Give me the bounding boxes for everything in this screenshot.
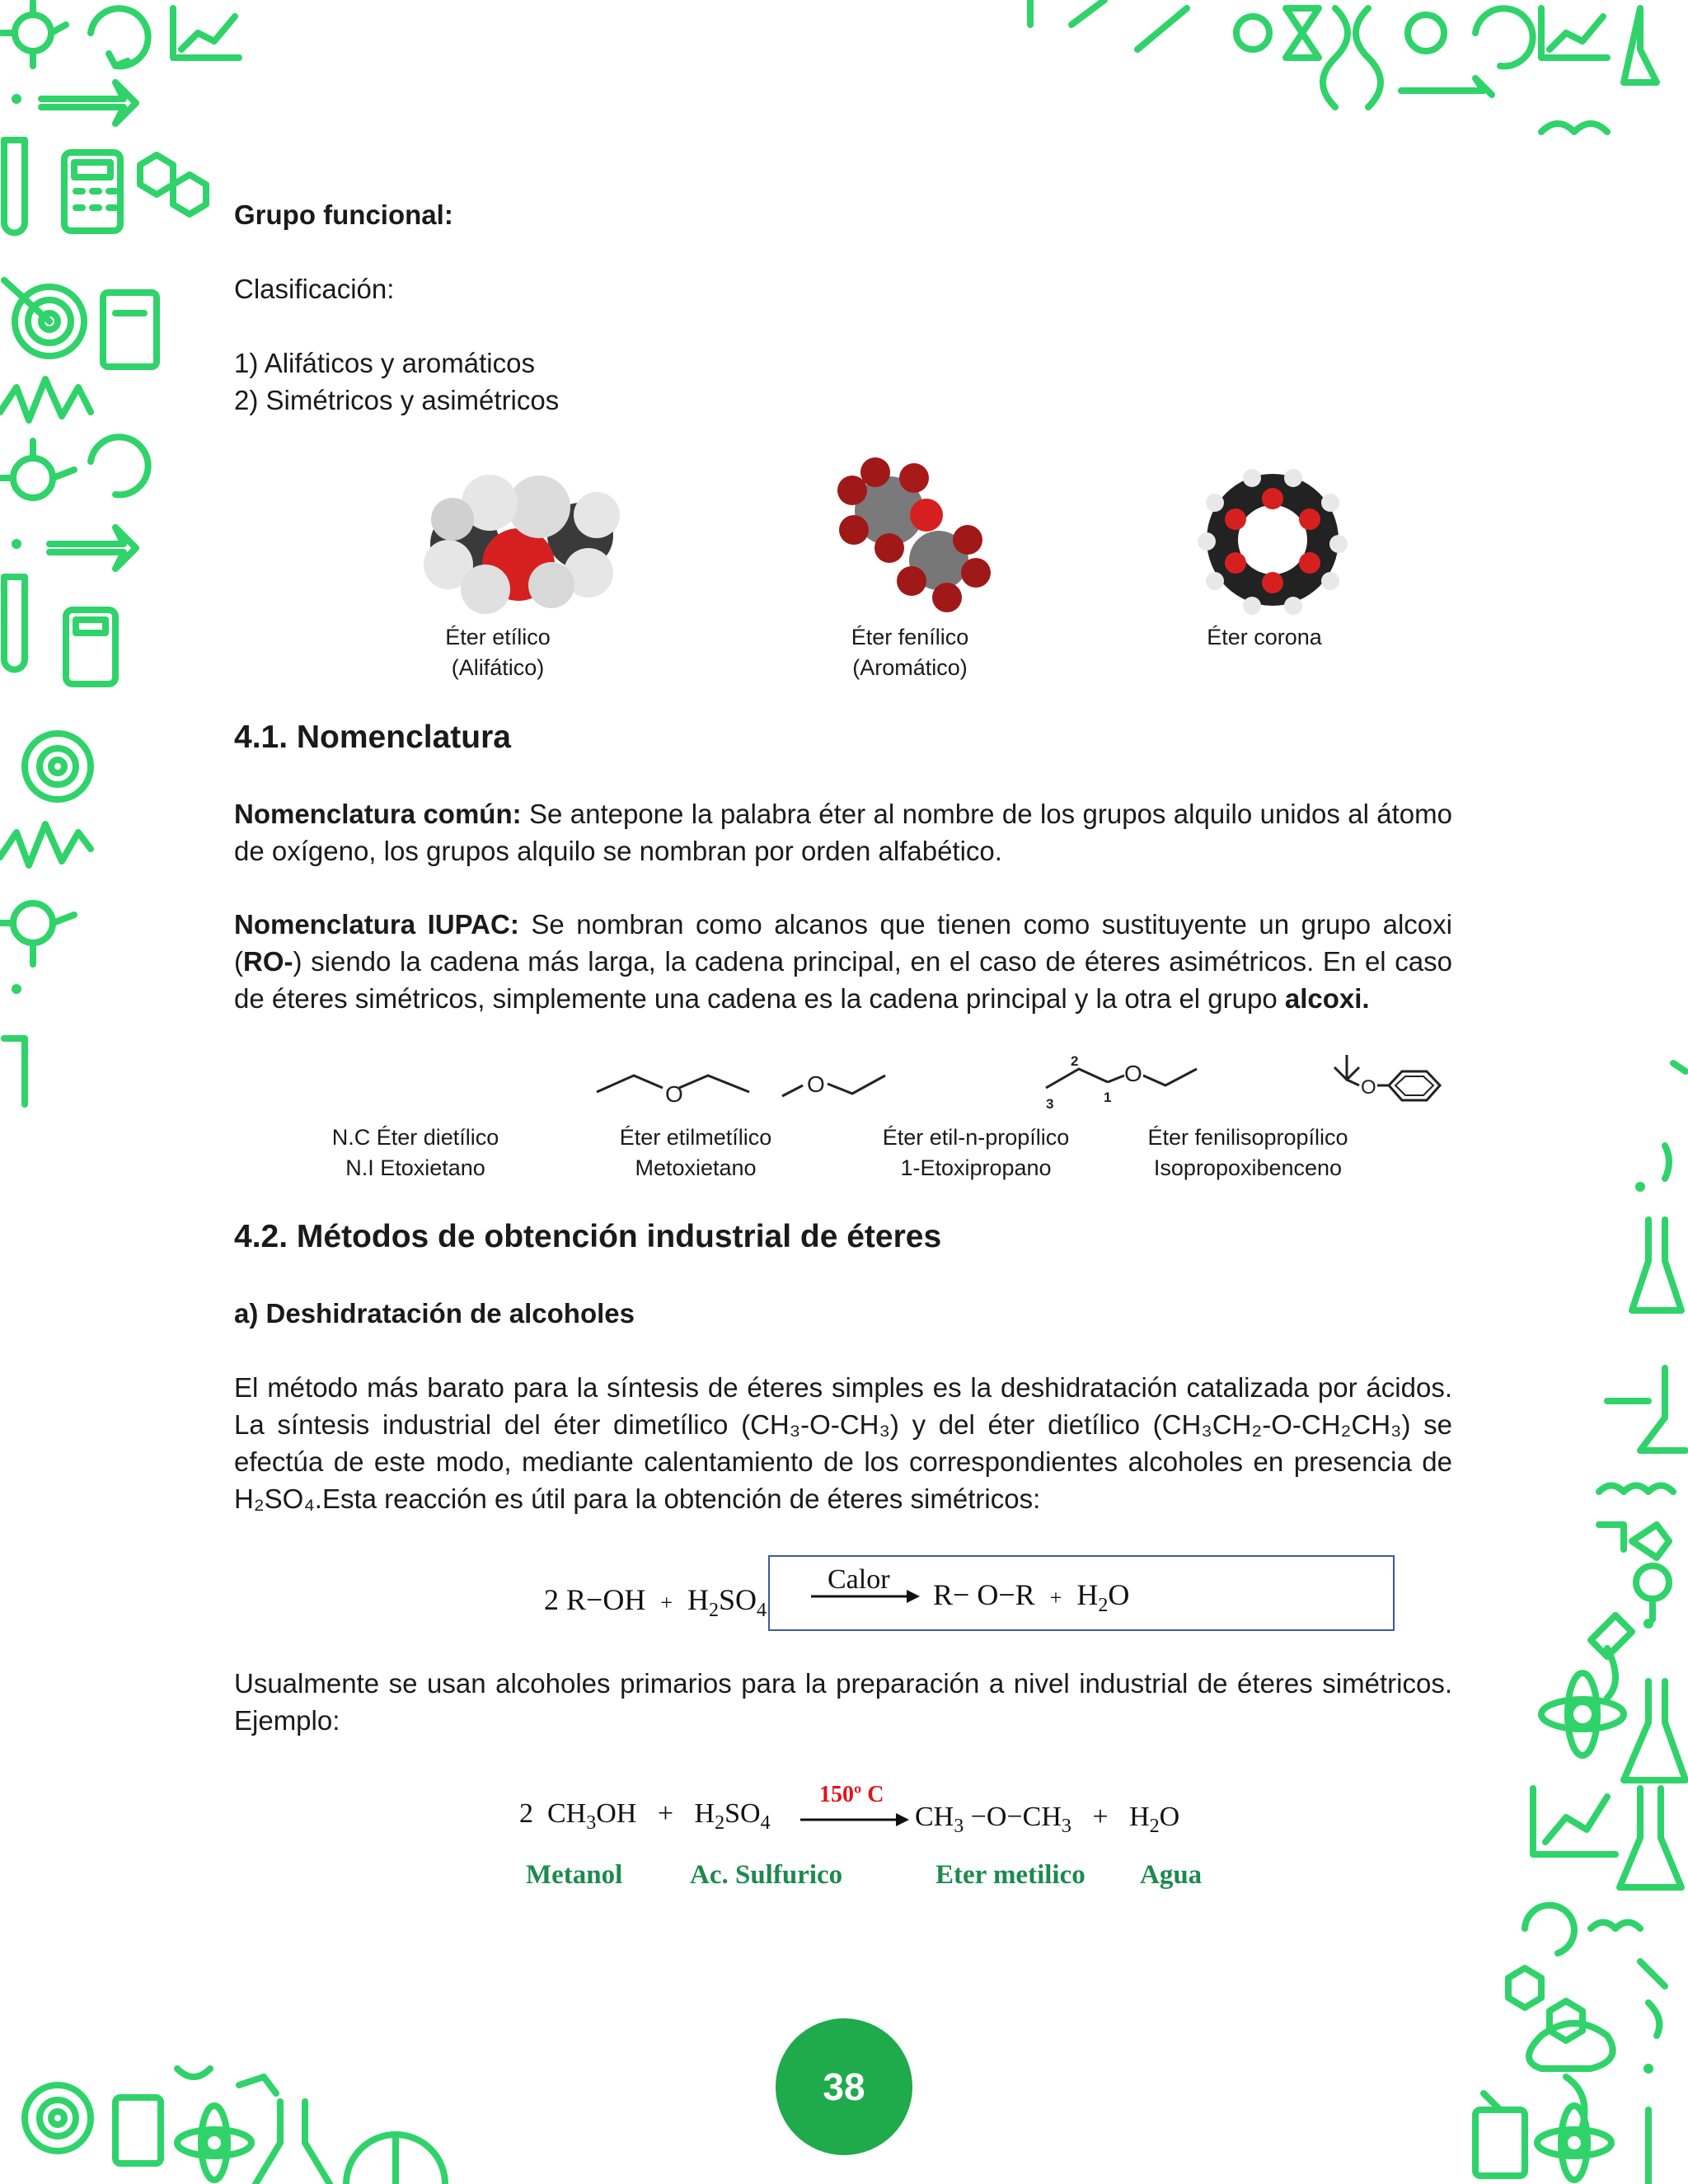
classification-item-2: 2) Simétricos y asimétricos — [234, 385, 560, 415]
target-icon-2 — [25, 733, 91, 799]
oxygen-label-1: O — [665, 1081, 683, 1107]
skeletal-structures — [362, 1051, 1598, 1125]
equation-2-left: 2 $CH_3OH$ + $H_2SO_4$ — [519, 1798, 771, 1834]
common-nomenclature-paragraph — [234, 795, 1452, 869]
label-sulfuric-acid: Ac. Sulfurico — [690, 1860, 843, 1890]
equation-2-right: $CH_3 -O-CH_3$ + $H_2O$ — [915, 1802, 1180, 1837]
oxygen-label-2: O — [807, 1071, 825, 1097]
crown-ether-model — [1194, 466, 1351, 618]
carbon-number-3: 3 — [1046, 1096, 1054, 1112]
molecule-caption-3 — [1174, 622, 1355, 653]
structure-3-iupac-name: 1-Etoxipropano — [900, 1155, 1052, 1180]
right-doodle-strip — [1475, 1063, 1686, 2184]
hexagon-doodle-icon — [140, 155, 206, 214]
molecule-2-name: Éter fenílico — [851, 625, 969, 649]
equation-1-left: 2 $R-OH + H_2SO_4$ — [544, 1583, 767, 1622]
book-icon — [103, 293, 157, 367]
calculator-icon — [64, 152, 120, 231]
diethyl-ether-model — [424, 466, 621, 618]
dehydration-paragraph: El método más barato para la síntesis de éteres simples es la deshidratación catalizada por ácidos. La síntesis industrial del éter dimetílico (CH₃-O-CH₃) y del éter dietílico (CH₃CH₂-O-CH₂CH₃) se efectúa de este modo, mediante calentamiento de los correspondientes alcoholes en presencia de H₂SO₄.Esta reacción es útil para la obtención de éteres simétricos: — [234, 1372, 1452, 1514]
arrow-doodle-icon-2 — [49, 527, 136, 569]
iupac-alcoxi: alcoxi. — [1284, 983, 1370, 1014]
label-methyl-ether: Eter metilico — [935, 1860, 1085, 1890]
structure-caption-1 — [316, 1122, 514, 1183]
equation-2-arrow — [799, 1810, 914, 1830]
structure-caption-3 — [869, 1122, 1083, 1183]
structure-3-common-name: Éter etil-n-propílico — [882, 1125, 1070, 1150]
equation-2-condition: 150º C — [819, 1782, 884, 1807]
carbon-number-1: 1 — [1104, 1090, 1112, 1105]
molecule-3-name: Éter corona — [1207, 625, 1322, 649]
iupac-nomenclature-paragraph — [234, 906, 1452, 1017]
calculator-icon-2 — [66, 610, 115, 684]
chart-doodle-icon — [173, 8, 239, 58]
test-tube-icon — [4, 140, 25, 232]
nomenclature-heading: 4.1. Nomenclatura — [234, 719, 511, 755]
classification-label: Clasificación: — [234, 274, 395, 304]
wave-doodle-icon-2 — [0, 824, 91, 865]
iupac-nomenclature-label: Nomenclatura IUPAC: — [234, 909, 519, 940]
target-icon — [4, 280, 84, 356]
oxygen-label-4: O — [1361, 1076, 1376, 1099]
bottom-doodle-strip — [25, 2069, 445, 2184]
label-methanol: Metanol — [526, 1860, 623, 1890]
subheading-dehydration: a) Deshidratación de alcoholes — [234, 1298, 635, 1329]
structure-2-common-name: Éter etilmetílico — [619, 1125, 772, 1150]
common-nomenclature-label: Nomenclatura común: — [234, 799, 522, 829]
molecule-1-type: (Alifático) — [451, 655, 545, 680]
structure-4-iupac-name: Isopropoxibenceno — [1153, 1155, 1343, 1180]
molecule-doodle-icon — [2, 2, 66, 66]
molecule-2-type: (Aromático) — [852, 655, 968, 680]
page-number: 38 — [823, 2065, 865, 2108]
ethylmethyl-ether-skeleton — [782, 1085, 803, 1096]
structure-caption-4 — [1137, 1122, 1359, 1183]
common-nomenclature-text: Se antepone la palabra éter al nombre de los grupos alquilo unidos al átomo de oxígeno, los grupos alquilo se nombran por orden alfabético. — [234, 799, 1452, 866]
molecule-caption-1 — [415, 622, 580, 683]
ethyl-propyl-ether-skeleton — [1046, 1069, 1108, 1088]
classification-item-1: 1) Alifáticos y aromáticos — [234, 348, 535, 378]
structure-1-common-name: N.C Éter dietílico — [331, 1125, 499, 1150]
iupac-text-1: Se nombran como alcanos que tienen como sustituyente un grupo alcoxi ( — [234, 909, 1452, 977]
wave-doodle-icon — [0, 379, 91, 420]
primary-alcohols-paragraph: Usualmente se usan alcoholes primarios para la preparación a nivel industrial de éteres simétricos. Ejemplo: — [234, 1668, 1452, 1736]
diethyl-ether-skeleton — [597, 1076, 663, 1092]
iupac-ro: RO- — [243, 946, 293, 977]
structure-1-iupac-name: N.I Etoxietano — [345, 1155, 485, 1180]
diphenyl-ether-model — [836, 457, 1001, 614]
molecule-caption-2 — [828, 622, 992, 683]
structure-2-iupac-name: Metoxietano — [635, 1155, 757, 1180]
label-water: Agua — [1140, 1860, 1203, 1890]
methods-heading: 4.2. Métodos de obtención industrial de éteres — [234, 1219, 942, 1254]
equation-1-condition: Calor — [828, 1564, 890, 1595]
carbon-number-2: 2 — [1071, 1053, 1079, 1069]
recycle-icon-2 — [91, 437, 148, 494]
recycle-icon — [91, 8, 148, 66]
structure-caption-2 — [597, 1122, 795, 1183]
molecule-1-name: Éter etílico — [445, 625, 551, 649]
top-doodle-strip — [1030, 0, 1657, 132]
functional-group-label: Grupo funcional: — [234, 199, 453, 230]
equation-1-right: $R- O-R + H_2O$ — [933, 1578, 1130, 1617]
iupac-text-2: ) siendo la cadena más larga, la cadena principal, en el caso de éteres asimétricos. En el caso de éteres simétricos, simplemente una cadena es la cadena principal y la otra el grupo — [234, 946, 1452, 1014]
equation-1-arrow — [809, 1586, 925, 1606]
test-tube-icon-3 — [4, 1038, 25, 1104]
oxygen-label-3: O — [1124, 1061, 1142, 1086]
structure-4-common-name: Éter fenilisopropílico — [1147, 1125, 1348, 1150]
molecule-doodle-icon-2 — [0, 441, 74, 498]
arrow-doodle-icon — [41, 82, 136, 124]
molecule-doodle-icon-3 — [0, 903, 74, 964]
test-tube-icon-2 — [4, 577, 25, 669]
